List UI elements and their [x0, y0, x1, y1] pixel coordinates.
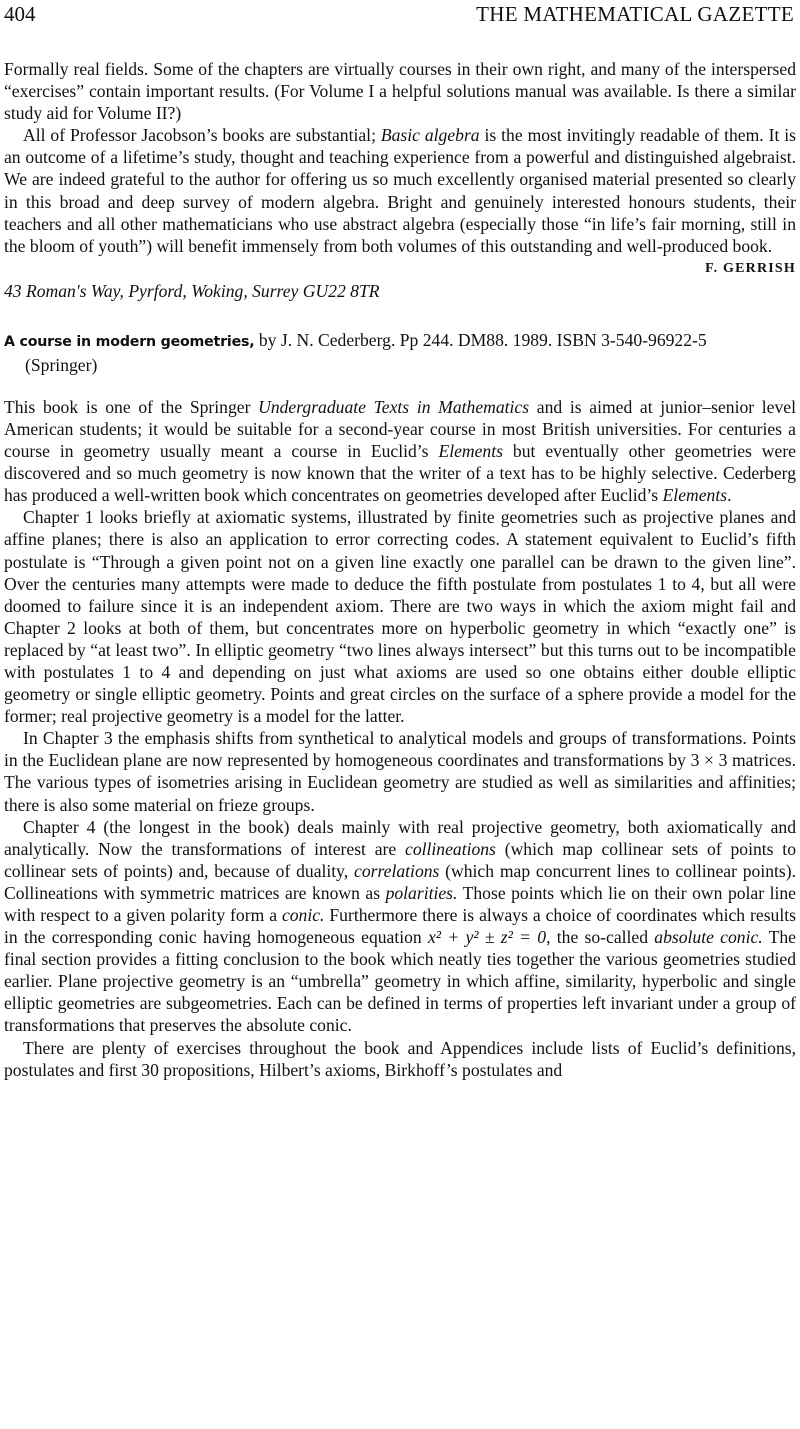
page-number: 404: [4, 2, 36, 26]
review-paragraph-1: This book is one of the Springer Undergraduate Texts in Mathematics and is aimed at junior–senior level American students; it would be suitable for a second-year course in most British universities. For centuries a course in geometry usually meant a course in Euclid’s Elements but eventually other geometries were discovered and so much geometry is now known that the writer of a text has to be highly selective. Cederberg has produced a well-written book which concentrates on geometries developed after Euclid’s Elements.: [4, 396, 796, 506]
previous-review-paragraph-2: All of Professor Jacobson’s books are substantial; Basic algebra is the most invitingly readable of them. It is an outcome of a lifetime’s study, thought and teaching experience from a powerful and distinguished algebraist. We are indeed grateful to the author for offering us so much excellently organised material presented so clearly in this broad and deep survey of modern algebra. Bright and genuinely interested honours students, their teachers and all other mathematicians who use abstract algebra (especially those “in life’s fair morning, still in the bloom of youth”) will benefit immensely from both volumes of this outstanding and well-produced book.: [4, 125, 796, 256]
review-paragraph-2: Chapter 1 looks briefly at axiomatic systems, illustrated by finite geometries such as projective planes and affine planes; there is also an application to error correcting codes. A statement equivalent to Euclid’s fifth postulate is “Through a given point not on a given line exactly one parallel can be drawn to the given line”. Over the centuries many attempts were made to deduce the fifth postulate from postulates 1 to 4, but all were doomed to failure since it is an independent axiom. There are two ways in which the axiom might fail and Chapter 2 looks at both of them, but concentrates more on hyperbolic geometry in which “exactly one” is replaced by “at least two”. In elliptic geometry “two lines always intersect” but this turns out to be incompatible with postulates 1 to 4 and depending on just what axioms are used so one obtains either double elliptic geometry or single elliptic geometry. Points and great circles on the surface of a sphere provide a model for the former; real projective geometry is a model for the latter.: [4, 507, 796, 727]
journal-title: THE MATHEMATICAL GAZETTE: [476, 2, 794, 26]
review-paragraph-5: There are plenty of exercises throughout the book and Appendices include lists of Euclid’s definitions, postulates and first 30 propositions, Hilbert’s axioms, Birkhoff’s postulates and: [4, 1037, 796, 1080]
series-title: Undergraduate Texts in Mathematics: [258, 396, 530, 417]
page-body: [4, 58, 796, 1081]
review-heading: [4, 329, 796, 377]
reviewer-signature: F. GERRISH: [705, 260, 796, 276]
book-details: by J. N. Cederberg. Pp 244. DM88. 1989. ISBN 3-540-96922-5: [254, 329, 707, 350]
previous-review-paragraph-1: Formally real fields. Some of the chapters are virtually courses in their own right, and many of the interspersed “exercises” contain important results. (For Volume I a helpful solutions manual was available. Is there a similar study aid for Volume II?): [4, 59, 796, 124]
review-paragraph-4: Chapter 4 (the longest in the book) deals mainly with real projective geometry, both axiomatically and analytically. Now the transformations of interest are collineations (which map collinear sets of points to collinear sets of points) and, because of duality, correlations (which map concurrent lines to collinear points). Collineations with symmetric matrices are known as polarities. Those points which lie on their own polar line with respect to a given polarity form a conic. Furthermore there is always a choice of coordinates which results in the corresponding conic having homogeneous equation x² + y² ± z² = 0, the so-called absolute conic. The final section provides a fitting conclusion to the book which neatly ties together the various geometries studied earlier. Plane projective geometry is an “umbrella” geometry in which affine, similarity, hyperbolic and single elliptic geometries are subgeometries. Each can be defined in terms of properties left invariant under a group of transformations that preserves the absolute conic.: [4, 816, 797, 1036]
book-title-basic-algebra: Basic algebra: [380, 125, 480, 146]
publisher: (Springer): [25, 354, 98, 375]
running-header: [4, 0, 794, 30]
conic-equation: x² + y² ± z² = 0: [428, 927, 547, 948]
review-paragraph-3: In Chapter 3 the emphasis shifts from synthetical to analytical models and groups of transformations. Points in the Euclidean plane are now represented by homogeneous coordinates and transformations by 3 × 3 matrices. The various types of isometries arising in Euclidean geometry are studied as well as similarities and affinities; there is also some material on frieze groups.: [4, 728, 796, 815]
reviewer-address: 43 Roman's Way, Pyrford, Woking, Surrey GU22 8TR: [4, 280, 380, 301]
book-title: A course in modern geometries,: [4, 333, 255, 350]
